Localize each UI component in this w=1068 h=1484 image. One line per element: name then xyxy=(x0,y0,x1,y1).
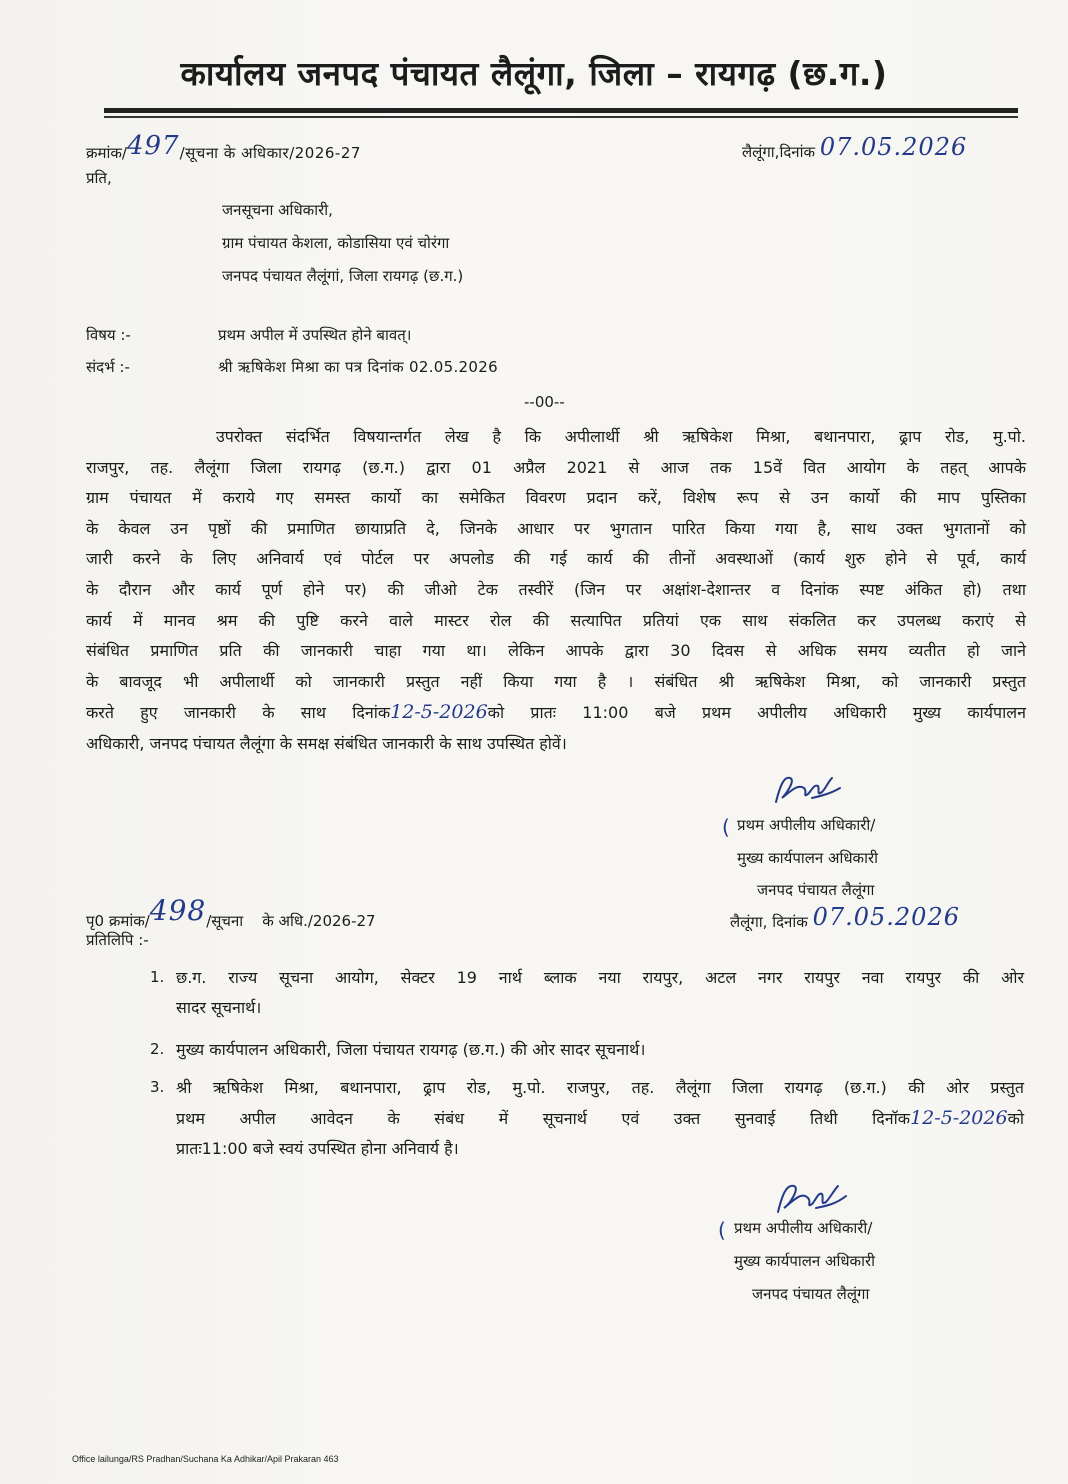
footer-file-path: Office lailunga/RS Pradhan/Suchana Ka Adhikar/Apil Prakaran 463 xyxy=(72,1454,339,1464)
signatory-1-line-2: मुख्य कार्यपालन अधिकारी xyxy=(737,849,878,867)
copy-date-label: लैलूंगा, दिनांक xyxy=(730,913,808,931)
header-rule-thick xyxy=(104,108,1018,113)
copy-ref-prefix: पृ0 क्रमांक/ xyxy=(86,912,150,930)
letter-ref-line xyxy=(86,131,361,165)
signature-1-mark: ( xyxy=(722,815,730,839)
body-line: के दौरान और कार्य पूर्ण होने पर) की जीओ टेक तस्वीरें (जिन पर अक्षांश-देशान्तर व दिनांक स्पष्ट अंकित हो) तथा xyxy=(86,579,1026,599)
body-line: कार्य में मानव श्रम की पुष्टि करने वाले मास्टर रोल की सत्यापित प्रतियां एक साथ संकलित कर उपलब्ध कराएं से xyxy=(86,610,1026,630)
signatory-2-line-3: जनपद पंचायत लैलूंगा xyxy=(752,1285,870,1303)
subject-label: विषय :- xyxy=(86,326,131,344)
body-line-with-date: करते हुए जानकारी के साथ दिनांक12-5-2026को प्रातः 11:00 बजे प्रथम अपीलीय अधिकारी मुख्य कार्यपालन xyxy=(86,701,1026,724)
cc-item-2: मुख्य कार्यपालन अधिकारी, जिला पंचायत रायगढ़ (छ.ग.) की ओर सादर सूचनार्थ। xyxy=(176,1040,646,1059)
copy-ref-suffix: /सूचना के अधि./2026-27 xyxy=(206,912,376,930)
cc-item-3: श्री ऋषिकेश मिश्रा, बथानपारा, ढ्राप रोड, मु.पो. राजपुर, तह. लैलूंगा जिला रायगढ़ (छ.ग.) की ओर प्रस्तुत प्रथम अपील आवेदन के संबंध में सूचनार्थ एवं उक्त सुनवाई तिथी दिनॉक12-5-2026को प्रातः11:00 बजे स्वयं उपस्थित होना अनिवार्य है। xyxy=(176,1078,1024,1158)
signatory-2-line-2: मुख्य कार्यपालन अधिकारी xyxy=(734,1252,875,1270)
body-line: जारी करने के लिए अनिवार्य एवं पोर्टल पर अपलोड की गई कार्य की तीनों अवस्थाओं (कार्य शुरु होने से पूर्व, कार्य xyxy=(86,549,1026,569)
cc-item-number: 3. xyxy=(150,1078,165,1096)
signature-2 xyxy=(770,1176,854,1220)
copy-ref-number-handwritten: 498 xyxy=(149,894,207,927)
signature-2-mark: ( xyxy=(718,1218,726,1242)
header-rule-thin xyxy=(104,116,1018,118)
to-label: प्रति, xyxy=(86,169,112,187)
cc-item-number: 2. xyxy=(150,1040,165,1058)
subject-text: प्रथम अपील में उपस्थित होने बावत्। xyxy=(218,326,412,344)
body-line: के केवल उन पृष्ठों की प्रमाणित छायाप्रति दे, जिनके आधार पर भुगतान पारित किया गया है, साथ उक्त भुगतानों को xyxy=(86,518,1026,538)
body-line: के बावजूद भी अपीलार्थी को जानकारी प्रस्तुत नहीं किया गया है । संबंधित श्री ऋषिकेश मिश्रा, को जानकारी प्रस्तुत xyxy=(86,671,1026,691)
reference-text: श्री ऋषिकेश मिश्रा का पत्र दिनांक 02.05.2026 xyxy=(218,358,498,376)
cc-item-number: 1. xyxy=(150,968,165,986)
separator: --00-- xyxy=(524,393,565,411)
body-line: अधिकारी, जनपद पंचायत लैलूंगा के समक्ष संबंधित जानकारी के साथ उपस्थित होवें। xyxy=(86,733,567,753)
addressee-line-2: ग्राम पंचायत केशला, कोडासिया एवं चोरंगा xyxy=(222,234,450,252)
cc-item-1: छ.ग. राज्य सूचना आयोग, सेक्टर 19 नार्थ ब्लाक नया रायपुर, अटल नगर रायपुर नवा रायपुर की ओर सादर सूचनार्थ। xyxy=(176,968,1024,1017)
signatory-1-line-1: प्रथम अपीलीय अधिकारी/ xyxy=(737,816,876,834)
signatory-2-line-1: प्रथम अपीलीय अधिकारी/ xyxy=(734,1219,873,1237)
body-line: संबंधित प्रमाणित प्रति की जानकारी चाहा गया था। लेकिन आपके द्वारा 30 दिवस से अधिक समय व्यतीत हो जाने xyxy=(86,641,1026,661)
copy-date-handwritten: 07.05.2026 xyxy=(812,903,960,931)
letter-ref-prefix: क्रमांक/ xyxy=(86,144,127,162)
copy-ref-line xyxy=(86,894,376,933)
body-line: उपरोक्त संदर्भित विषयान्तर्गत लेख है कि अपीलार्थी श्री ऋषिकेश मिश्रा, बथानपारा, ढ्राप रोड, मु.पो. xyxy=(216,427,1026,446)
office-title: कार्यालय जनपद पंचायत लैलूंगा, जिला – रायगढ़ (छ.ग.) xyxy=(180,54,888,93)
signatory-1-line-3: जनपद पंचायत लैलूंगा xyxy=(757,881,875,899)
body-line: ग्राम पंचायत में कराये गए समस्त कार्यो का समेकित विवरण प्रदान करें, विशेष रूप से उन कार्यो की माप पुस्तिका xyxy=(86,488,1026,508)
body-paragraph xyxy=(86,422,1026,760)
addressee-line-3: जनपद पंचायत लैलूंगां, जिला रायगढ़ (छ.ग.) xyxy=(222,267,464,285)
hearing-date-handwritten: 12-5-2026 xyxy=(390,701,488,724)
letter-place-date xyxy=(742,135,967,163)
copy-place-date xyxy=(730,905,960,933)
letter-ref-number-handwritten: 497 xyxy=(126,131,180,161)
cc-label: प्रतिलिपि :- xyxy=(86,931,149,949)
letter-date-handwritten: 07.05.2026 xyxy=(819,133,968,161)
letter-ref-suffix: /सूचना के अधिकार/2026-27 xyxy=(179,144,361,162)
body-line: राजपुर, तह. लैलूंगा जिला रायगढ़ (छ.ग.) द्वारा 01 अप्रैल 2021 से आज तक 15वें वित आयोग के तहत् आपके xyxy=(86,457,1026,477)
addressee-line-1: जनसूचना अधिकारी, xyxy=(222,201,333,219)
reference-label: संदर्भ :- xyxy=(86,358,130,376)
signature-1 xyxy=(768,768,848,810)
letter-date-label: लैलूंगा,दिनांक xyxy=(742,143,816,161)
cc-hearing-date-handwritten: 12-5-2026 xyxy=(910,1107,1008,1129)
